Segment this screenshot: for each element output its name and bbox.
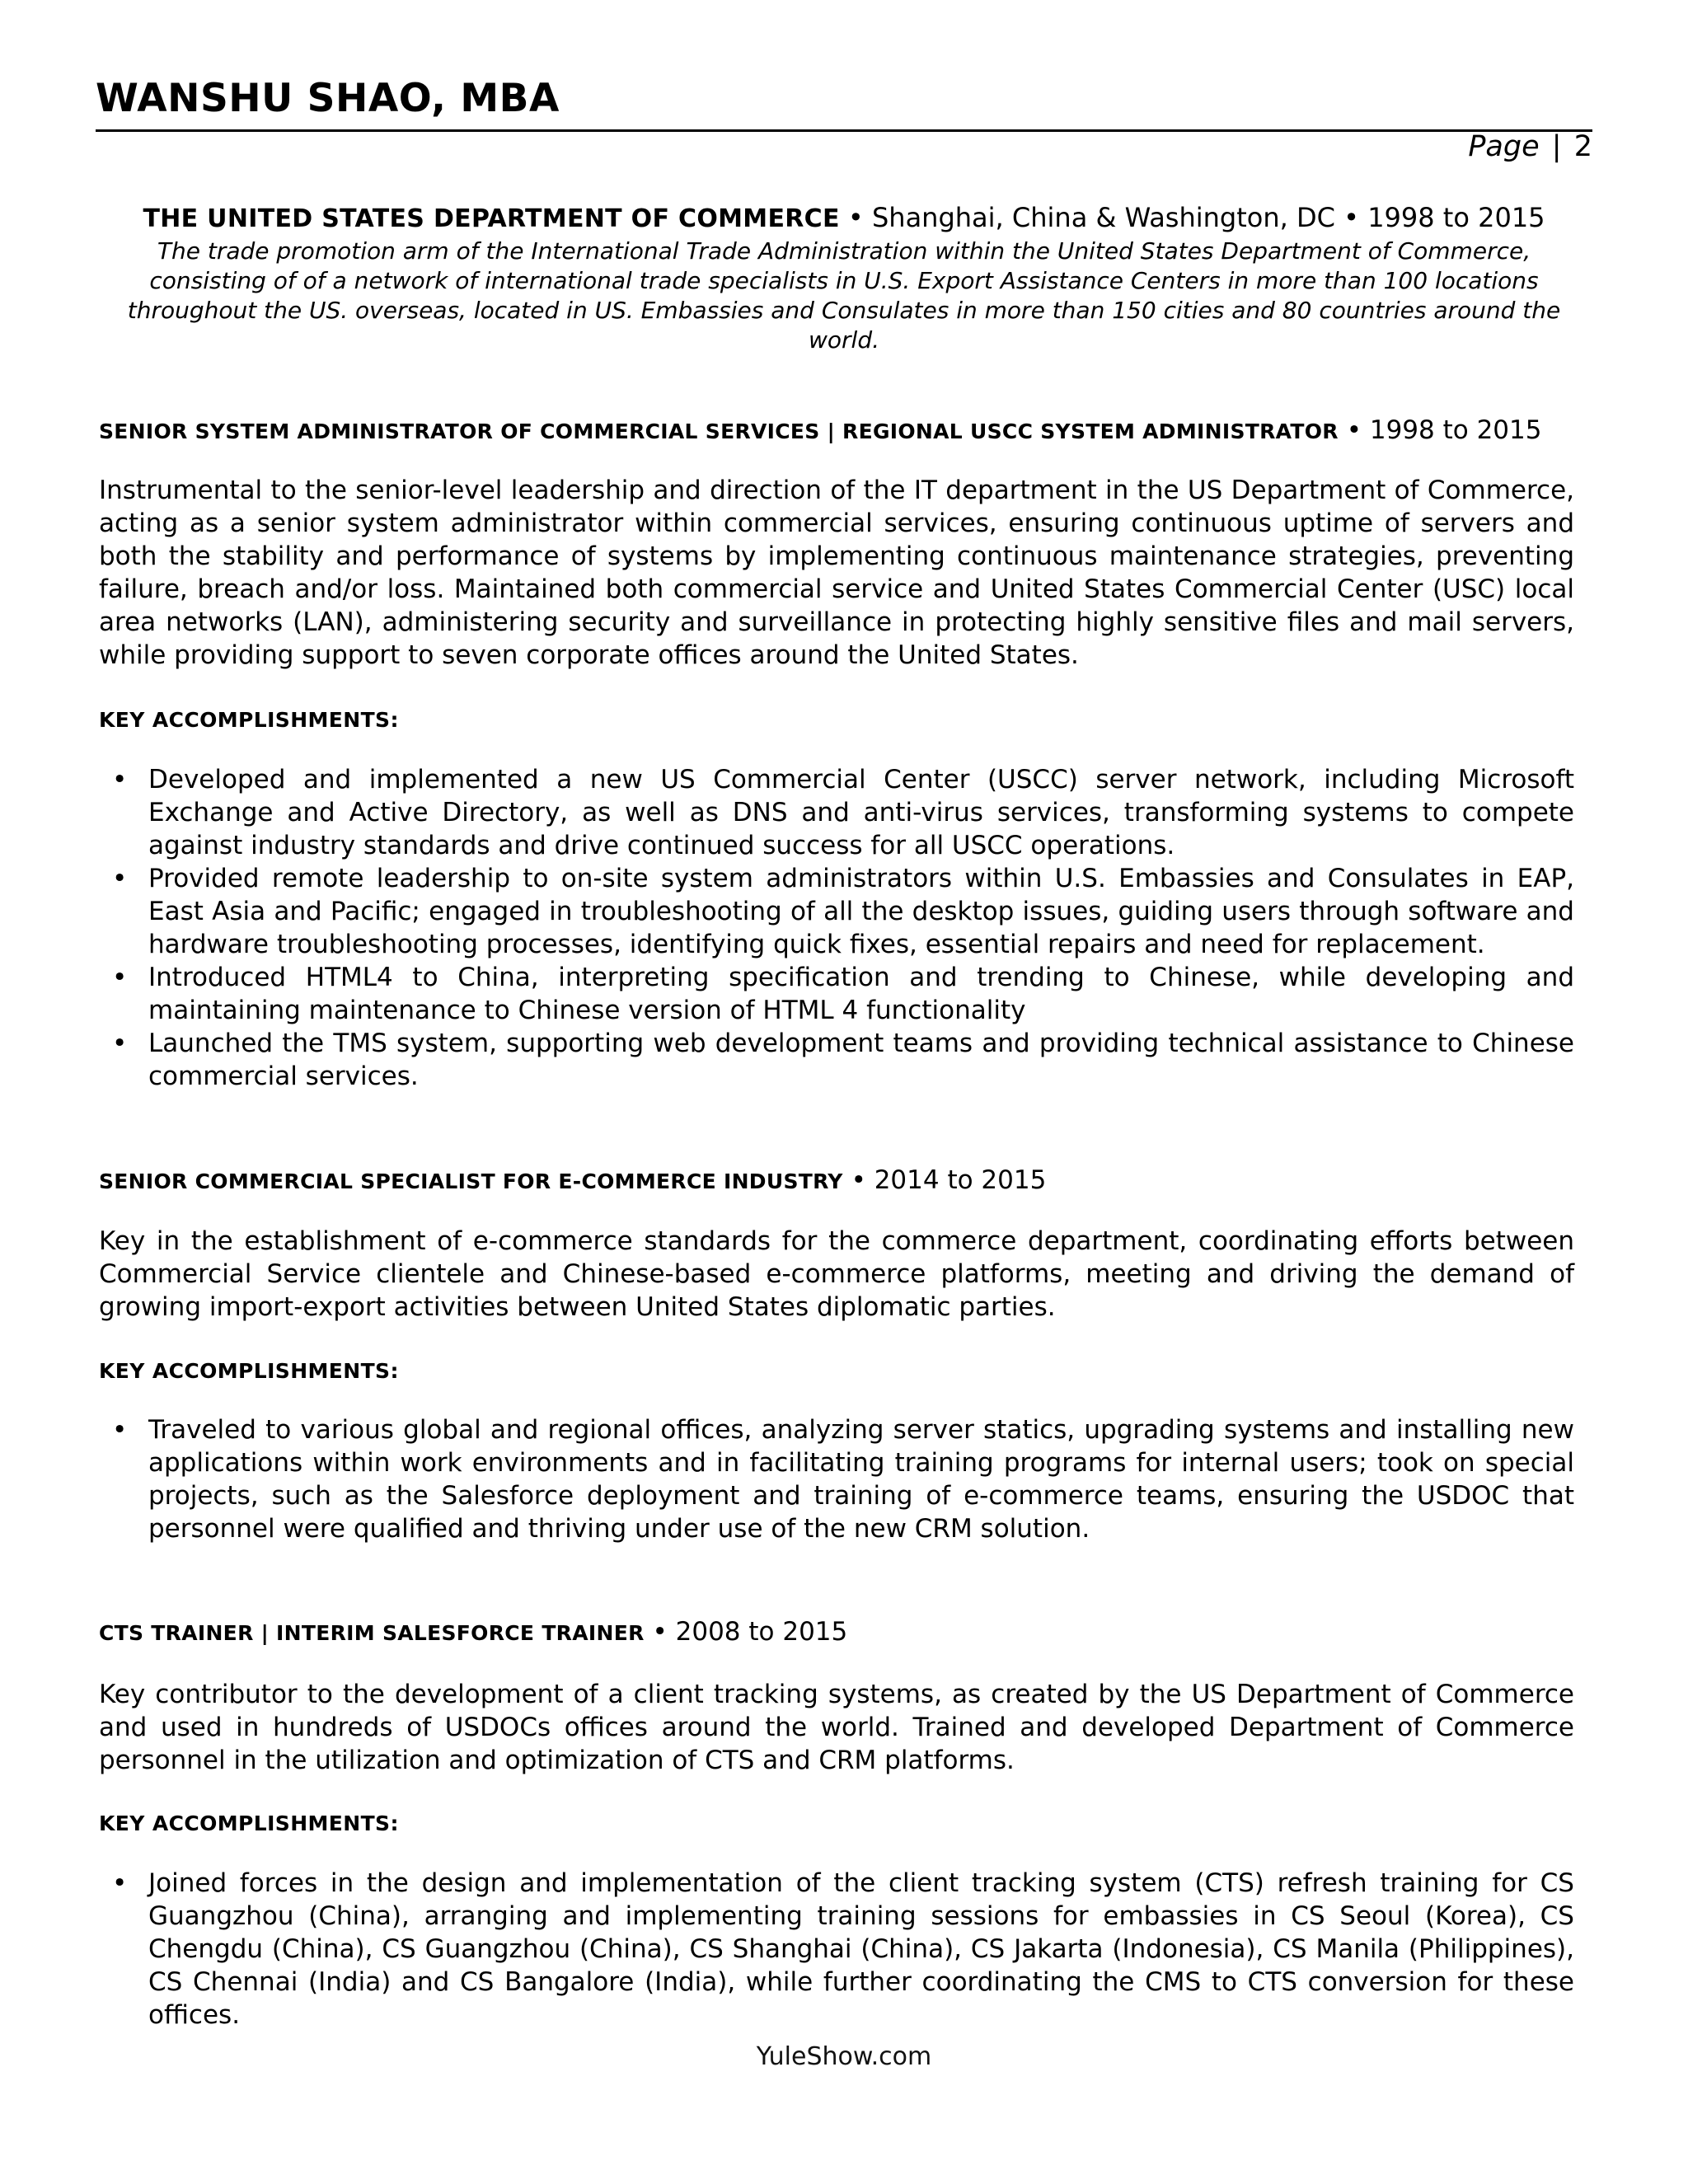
bullet-separator: • [652, 1617, 676, 1647]
role-heading [99, 1165, 1046, 1195]
role-heading [99, 1617, 847, 1647]
role-dates: 2008 to 2015 [675, 1617, 848, 1647]
page-number-value: 2 [1573, 130, 1592, 163]
bullet-dot: • [112, 765, 128, 794]
bullet-dot: • [112, 864, 128, 893]
list-item [99, 763, 1574, 862]
list-item [99, 1867, 1574, 2032]
page-number [1468, 130, 1592, 163]
list-item-text: Developed and implemented a new US Commercial Center (USCC) server network, including Microsoft Exchange and Active Directory, as well as DNS and anti-virus services, transforming systems to compete against industry standards and drive continued success for all USCC operations. [148, 765, 1574, 860]
bullet-dot: • [112, 963, 128, 992]
role-dates: 1998 to 2015 [1369, 415, 1542, 445]
bullet-separator: • [847, 202, 872, 233]
employer-location-dates: Shanghai, China & Washington, DC • 1998 to 2015 [871, 202, 1545, 233]
candidate-name: WANSHU SHAO, MBA [96, 76, 560, 121]
list-item [99, 961, 1574, 1027]
bullet-separator: • [851, 1165, 874, 1195]
role-summary: Key in the establishment of e-commerce standards for the commerce department, coordinating efforts between Commercial Service clientele and Chinese-based e-commerce platforms, meeting and driving the demand of growing import-export activities between United States diplomatic parties. [99, 1226, 1574, 1322]
employer-heading [96, 202, 1592, 233]
role-heading [99, 415, 1541, 445]
accomplishments-list [99, 1867, 1574, 2032]
list-item-text: Provided remote leadership to on-site system administrators within U.S. Embassies and Consulates in EAP, East Asia and Pacific; engaged in troubleshooting of all the desktop issues, guiding users through software and hardware troubleshooting processes, identifying quick fixes, essential repairs and need for replacement. [148, 864, 1574, 959]
bullet-dot: • [112, 1868, 128, 1898]
page-label: Page [1468, 130, 1540, 163]
key-accomplishments-label: KEY ACCOMPLISHMENTS: [99, 1811, 399, 1835]
header-rule [96, 129, 1592, 132]
footer-watermark: YuleShow.com [756, 2042, 932, 2071]
bullet-dot: • [112, 1415, 128, 1445]
key-accomplishments-label: KEY ACCOMPLISHMENTS: [99, 708, 399, 732]
employer-name: THE UNITED STATES DEPARTMENT OF COMMERCE [143, 204, 840, 233]
key-accomplishments-label: KEY ACCOMPLISHMENTS: [99, 1359, 399, 1383]
list-item-text: Launched the TMS system, supporting web development teams and providing technical assistance to Chinese commercial services. [148, 1029, 1574, 1091]
bullet-dot: • [112, 1029, 128, 1058]
accomplishments-list [99, 1413, 1574, 1545]
list-item-text: Traveled to various global and regional offices, analyzing server statics, upgrading systems and installing new applications within work environments and in facilitating training programs for internal users; took on special projects, such as the Salesforce deployment and training of e-commerce teams, ensuring the USDOC that personnel were qualified and thriving under use of the new CRM solution. [148, 1415, 1574, 1544]
list-item [99, 862, 1574, 961]
role-summary: Instrumental to the senior-level leadership and direction of the IT department in the US Department of Commerce, acting as a senior system administrator within commercial services, ensuring continuous uptime of servers and both the stability and performance of systems by implementing continuous maintenance strategies, preventing failure, breach and/or loss. Maintained both commercial service and United States Commercial Center (USC) local area networks (LAN), administering security and surveillance in protecting highly sensitive files and mail servers, while providing support to seven corporate offices around the United States. [99, 476, 1574, 670]
role-summary: Key contributor to the development of a client tracking systems, as created by the US Department of Commerce and used in hundreds of USDOCs offices around the world. Trained and developed Department of Commerce personnel in the utilization and optimization of CTS and CRM platforms. [99, 1680, 1574, 1775]
role-dates: 2014 to 2015 [874, 1165, 1047, 1195]
accomplishments-list [99, 763, 1574, 1093]
role-title: CTS TRAINER | INTERIM SALESFORCE TRAINER [99, 1621, 645, 1645]
role-title: SENIOR SYSTEM ADMINISTRATOR OF COMMERCIAL SERVICES | REGIONAL USCC SYSTEM ADMINISTRATOR [99, 419, 1339, 443]
list-item [99, 1027, 1574, 1093]
role-title: SENIOR COMMERCIAL SPECIALIST FOR E-COMMERCE INDUSTRY [99, 1169, 843, 1193]
bullet-separator: • [1346, 415, 1370, 445]
list-item [99, 1413, 1574, 1545]
page-separator: | [1551, 130, 1562, 163]
list-item-text: Joined forces in the design and implementation of the client tracking system (CTS) refresh training for CS Guangzhou (China), arranging and implementing training sessions for embassies in CS Seoul (Korea), CS Chengdu (China), CS Guangzhou (China), CS Shanghai (China), CS Jakarta (Indonesia), CS Manila (Philippines), CS Chennai (India) and CS Bangalore (India), while further coordinating the CMS to CTS conversion for these offices. [148, 1868, 1574, 2030]
employer-description: The trade promotion arm of the International Trade Administration within the United States Department of Commerce, consisting of of a network of international trade specialists in U.S. Export Assistance Centers in more than 100 locations throughout the US. overseas, located in US. Embassies and Consulates in more than 150 cities and 80 countries around the world. [127, 237, 1561, 354]
list-item-text: Introduced HTML4 to China, interpreting specification and trending to Chinese, while developing and maintaining maintenance to Chinese version of HTML 4 functionality [148, 963, 1574, 1025]
